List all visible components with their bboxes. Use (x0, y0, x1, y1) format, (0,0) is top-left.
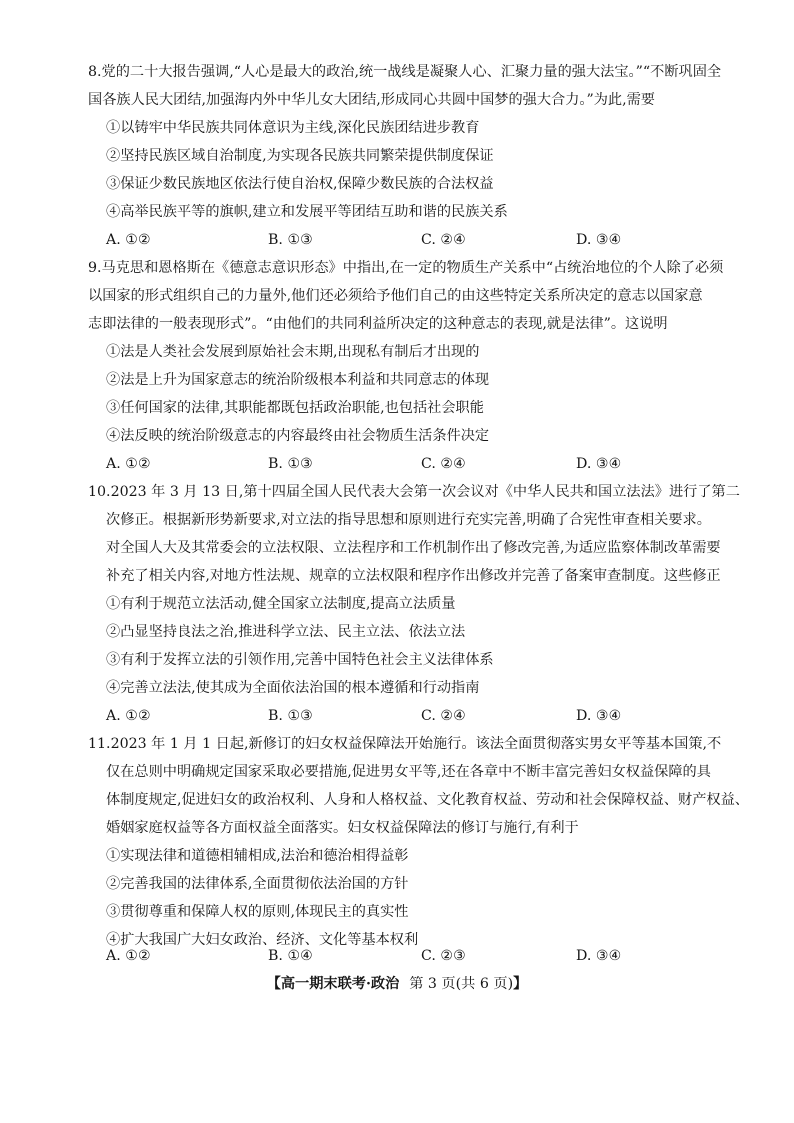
page-footer (0, 975, 794, 993)
question-11-choice-d[interactable]: D. ③④ (576, 948, 622, 964)
question-9-choice-a[interactable]: A. ①② (106, 456, 151, 472)
question-10-option-3: ③有利于发挥立法的引领作用,完善中国特色社会主义法律体系 (106, 652, 494, 668)
question-11-option-4: ④扩大我国广大妇女政治、经济、文化等基本权利 (106, 932, 419, 948)
question-11-stem-line-2: 仅在总则中明确规定国家采取必要措施,促进男女平等,还在各章中不断丰富完善妇女权益保障的具 (106, 764, 711, 780)
question-10-stem-line-1: 10.2023 年 3 月 13 日,第十四届全国人民代表大会第一次会议对《中华人民共和国立法法》进行了第二 (88, 484, 740, 500)
question-9-stem-line-3: 志即法律的一般表现形式”。“由他们的共同利益所决定的这种意志的表现,就是法律”。这说明 (88, 316, 668, 332)
question-8-stem-line-2: 国各族人民大团结,加强海内外中华儿女大团结,形成同心共圆中国梦的强大合力。”为此,需要 (88, 92, 655, 108)
footer-bracket-open: 【 (266, 976, 281, 992)
question-11-choice-b[interactable]: B. ①④ (268, 948, 313, 964)
question-9-option-1: ①法是人类社会发展到原始社会末期,出现私有制后才出现的 (106, 344, 480, 360)
question-10-option-4: ④完善立法法,使其成为全面依法治国的根本遵循和行动指南 (106, 680, 480, 696)
question-11-stem-line-4: 婚姻家庭权益等各方面权益全面落实。妇女权益保障法的修订与施行,有利于 (106, 820, 579, 836)
question-10-choice-d[interactable]: D. ③④ (576, 708, 622, 724)
question-8-choice-b[interactable]: B. ①③ (268, 232, 313, 248)
question-8-stem-line-1: 8.党的二十大报告强调,“人心是最大的政治,统一战线是凝聚人心、汇聚力量的强大法宝。”“不断巩固全 (88, 64, 722, 80)
question-8-option-3: ③保证少数民族地区依法行使自治权,保障少数民族的合法权益 (106, 176, 494, 192)
question-9-choice-c[interactable]: C. ②④ (421, 456, 466, 472)
question-10-choice-c[interactable]: C. ②④ (421, 708, 466, 724)
question-10-stem-line-2: 次修正。根据新形势新要求,对立法的指导思想和原则进行充实完善,明确了合宪性审查相关要求。 (106, 512, 711, 528)
question-8-choice-d[interactable]: D. ③④ (576, 232, 622, 248)
question-10-option-2: ②凸显坚持良法之治,推进科学立法、民主立法、依法立法 (106, 624, 466, 640)
question-11-stem-line-3: 体制度规定,促进妇女的政治权利、人身和人格权益、文化教育权益、劳动和社会保障权益、财产权益、 (106, 792, 749, 808)
question-9-option-4: ④法反映的统治阶级意志的内容最终由社会物质生活条件决定 (106, 428, 490, 444)
question-11-choice-c[interactable]: C. ②③ (421, 948, 466, 964)
question-8-option-2: ②坚持民族区域自治制度,为实现各民族共同繁荣提供制度保证 (106, 148, 494, 164)
footer-bracket-close: 】 (513, 976, 528, 992)
question-11-option-3: ③贯彻尊重和保障人权的原则,体现民主的真实性 (106, 904, 409, 920)
question-8-choice-a[interactable]: A. ①② (106, 232, 151, 248)
question-9-choice-d[interactable]: D. ③④ (576, 456, 622, 472)
question-10-option-1: ①有利于规范立法活动,健全国家立法制度,提高立法质量 (106, 596, 456, 612)
question-9-stem-line-2: 以国家的形式组织自己的力量外,他们还必须给予他们自己的由这些特定关系所决定的意志以国家意 (88, 288, 703, 304)
question-8-choice-c[interactable]: C. ②④ (421, 232, 466, 248)
question-9-choice-b[interactable]: B. ①③ (268, 456, 313, 472)
question-10-stem-line-3: 对全国人大及其常委会的立法权限、立法程序和工作机制作出了修改完善,为适应监察体制改革需要 (106, 540, 721, 556)
question-9-option-2: ②法是上升为国家意志的统治阶级根本利益和共同意志的体现 (106, 372, 490, 388)
footer-exam-title: 高一期末联考·政治 (280, 976, 400, 992)
question-11-option-2: ②完善我国的法律体系,全面贯彻依法治国的方针 (106, 876, 409, 892)
question-11-option-1: ①实现法律和道德相辅相成,法治和德治相得益彰 (106, 848, 409, 864)
question-10-stem-line-4: 补充了相关内容,对地方性法规、规章的立法权限和程序作出修改并完善了备案审查制度。这些修正 (106, 568, 721, 584)
question-9-option-3: ③任何国家的法律,其职能都既包括政治职能,也包括社会职能 (106, 400, 484, 416)
footer-page-info: 第 3 页(共 6 页) (409, 976, 514, 992)
question-8-option-1: ①以铸牢中华民族共同体意识为主线,深化民族团结进步教育 (106, 120, 480, 136)
question-8-option-4: ④高举民族平等的旗帜,建立和发展平等团结互助和谐的民族关系 (106, 204, 508, 220)
question-11-choice-a[interactable]: A. ①② (106, 948, 151, 964)
question-10-choice-a[interactable]: A. ①② (106, 708, 151, 724)
question-10-choice-b[interactable]: B. ①③ (268, 708, 313, 724)
question-9-stem-line-1: 9.马克思和恩格斯在《德意志意识形态》中指出,在一定的物质生产关系中“占统治地位的个人除了必须 (88, 260, 724, 276)
question-11-stem-line-1: 11.2023 年 1 月 1 日起,新修订的妇女权益保障法开始施行。该法全面贯彻落实男女平等基本国策,不 (88, 736, 722, 752)
